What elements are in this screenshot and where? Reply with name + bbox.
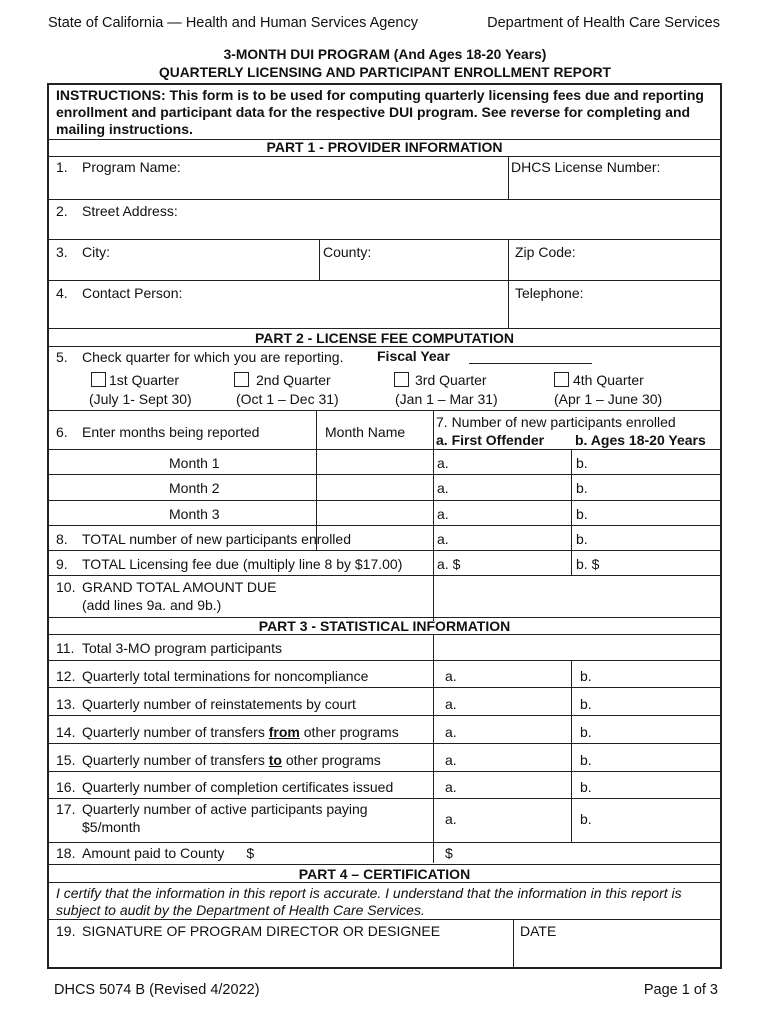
- agency-name: State of California — Health and Human Services Agency: [48, 15, 418, 31]
- report-form: [47, 83, 722, 969]
- zip-label: Zip Code:: [515, 244, 576, 260]
- active-paying-b[interactable]: b.: [580, 811, 592, 827]
- grand-total-label: 10. GRAND TOTAL AMOUNT DUE: [56, 579, 277, 595]
- city-label: 3. City:: [56, 244, 110, 260]
- month3-label: Month 3: [169, 506, 220, 522]
- transfers-to-b[interactable]: b.: [580, 752, 592, 768]
- q2-label: 2nd Quarter: [256, 372, 331, 388]
- total-participants-label: 11. Total 3-MO program participants: [56, 640, 282, 656]
- fiscal-year-label: Fiscal Year: [377, 348, 450, 364]
- instructions: INSTRUCTIONS: This form is to be used for computing quarterly licensing fees due and reporting enrollment and participant data for the respective DUI program. See reverse for completing and mailing instructions.: [56, 87, 704, 137]
- completion-a[interactable]: a.: [445, 779, 457, 795]
- reinstatements-a[interactable]: a.: [445, 696, 457, 712]
- q4-range: (Apr 1 – June 30): [554, 391, 663, 407]
- active-paying-label: 17. Quarterly number of active participants paying: [56, 801, 368, 817]
- amount-county-label: 18. Amount paid to County $: [56, 845, 255, 861]
- total-fee-b[interactable]: b. $: [576, 556, 600, 572]
- part4-title: PART 4 – CERTIFICATION: [298, 866, 471, 882]
- month3-b[interactable]: b.: [576, 506, 588, 522]
- part1-title: PART 1 - PROVIDER INFORMATION: [266, 139, 503, 155]
- total-new-label: 8. TOTAL number of new participants enrolled: [56, 531, 351, 547]
- q3-range: (Jan 1 – Mar 31): [395, 391, 498, 407]
- part3-title: PART 3 - STATISTICAL INFORMATION: [258, 618, 511, 634]
- q1-label: 1st Quarter: [109, 372, 180, 388]
- reinstatements-label: 13. Quarterly number of reinstatements by court: [56, 696, 356, 712]
- month2-label: Month 2: [169, 480, 220, 496]
- form-subtitle: QUARTERLY LICENSING AND PARTICIPANT ENROLLMENT REPORT: [159, 65, 611, 80]
- transfers-to-label: 15. Quarterly number of transfers to other programs: [56, 752, 381, 768]
- certification-statement: I certify that the information in this report is accurate. I understand that the information in this report is subject to audit by the Department of Health Care Services.: [56, 885, 682, 918]
- total-new-b[interactable]: b.: [576, 531, 588, 547]
- month2-a[interactable]: a.: [437, 480, 449, 496]
- part2-title: PART 2 - LICENSE FEE COMPUTATION: [254, 330, 514, 346]
- county-label: County:: [323, 244, 372, 260]
- q1-checkbox[interactable]: [91, 372, 106, 387]
- terminations-b[interactable]: b.: [580, 668, 592, 684]
- first-offender-header: a. First Offender: [436, 432, 545, 448]
- month1-label: Month 1: [169, 455, 220, 471]
- transfers-from-b[interactable]: b.: [580, 724, 592, 740]
- form-title: 3-MONTH DUI PROGRAM (And Ages 18-20 Years): [223, 47, 547, 62]
- q3-label: 3rd Quarter: [415, 372, 487, 388]
- amount-county-value[interactable]: $: [445, 845, 453, 861]
- month1-b[interactable]: b.: [576, 455, 588, 471]
- ages-header: b. Ages 18-20 Years: [575, 432, 706, 448]
- completion-label: 16. Quarterly number of completion certificates issued: [56, 779, 394, 795]
- fiscal-year-line[interactable]: [469, 363, 592, 364]
- total-fee-a[interactable]: a. $: [437, 556, 461, 572]
- month1-a[interactable]: a.: [437, 455, 449, 471]
- page-number: Page 1 of 3: [643, 982, 718, 998]
- contact-person-label: 4. Contact Person:: [56, 285, 183, 301]
- reinstatements-b[interactable]: b.: [580, 696, 592, 712]
- telephone-label: Telephone:: [515, 285, 584, 301]
- month2-b[interactable]: b.: [576, 480, 588, 496]
- new-participants-header: 7. Number of new participants enrolled: [436, 414, 676, 430]
- program-name-label: 1. Program Name:: [56, 159, 181, 175]
- active-paying-note: $5/month: [82, 819, 141, 835]
- date-label: DATE: [520, 923, 557, 939]
- transfers-from-a[interactable]: a.: [445, 724, 457, 740]
- check-quarter-label: 5. Check quarter for which you are reporting.: [56, 349, 344, 365]
- form-id: DHCS 5074 B (Revised 4/2022): [54, 982, 260, 998]
- q3-checkbox[interactable]: [394, 372, 409, 387]
- completion-b[interactable]: b.: [580, 779, 592, 795]
- transfers-to-a[interactable]: a.: [445, 752, 457, 768]
- month-name-header: Month Name: [325, 424, 406, 440]
- q2-range: (Oct 1 – Dec 31): [236, 391, 339, 407]
- signature-label: 19. SIGNATURE OF PROGRAM DIRECTOR OR DESIGNEE: [56, 923, 441, 939]
- month3-a[interactable]: a.: [437, 506, 449, 522]
- license-number-label: DHCS License Number:: [511, 159, 661, 175]
- street-address-label: 2. Street Address:: [56, 203, 178, 219]
- total-fee-label: 9. TOTAL Licensing fee due (multiply line 8 by $17.00): [56, 556, 403, 572]
- department-name: Department of Health Care Services: [487, 15, 720, 31]
- grand-total-note: (add lines 9a. and 9b.): [82, 597, 222, 613]
- transfers-from-label: 14. Quarterly number of transfers from other programs: [56, 724, 399, 740]
- q4-checkbox[interactable]: [554, 372, 569, 387]
- terminations-label: 12. Quarterly total terminations for noncompliance: [56, 668, 369, 684]
- total-new-a[interactable]: a.: [437, 531, 449, 547]
- terminations-a[interactable]: a.: [445, 668, 457, 684]
- active-paying-a[interactable]: a.: [445, 811, 457, 827]
- q1-range: (July 1- Sept 30): [89, 391, 192, 407]
- enter-months-label: 6. Enter months being reported: [56, 424, 260, 440]
- q2-checkbox[interactable]: [234, 372, 249, 387]
- q4-label: 4th Quarter: [573, 372, 644, 388]
